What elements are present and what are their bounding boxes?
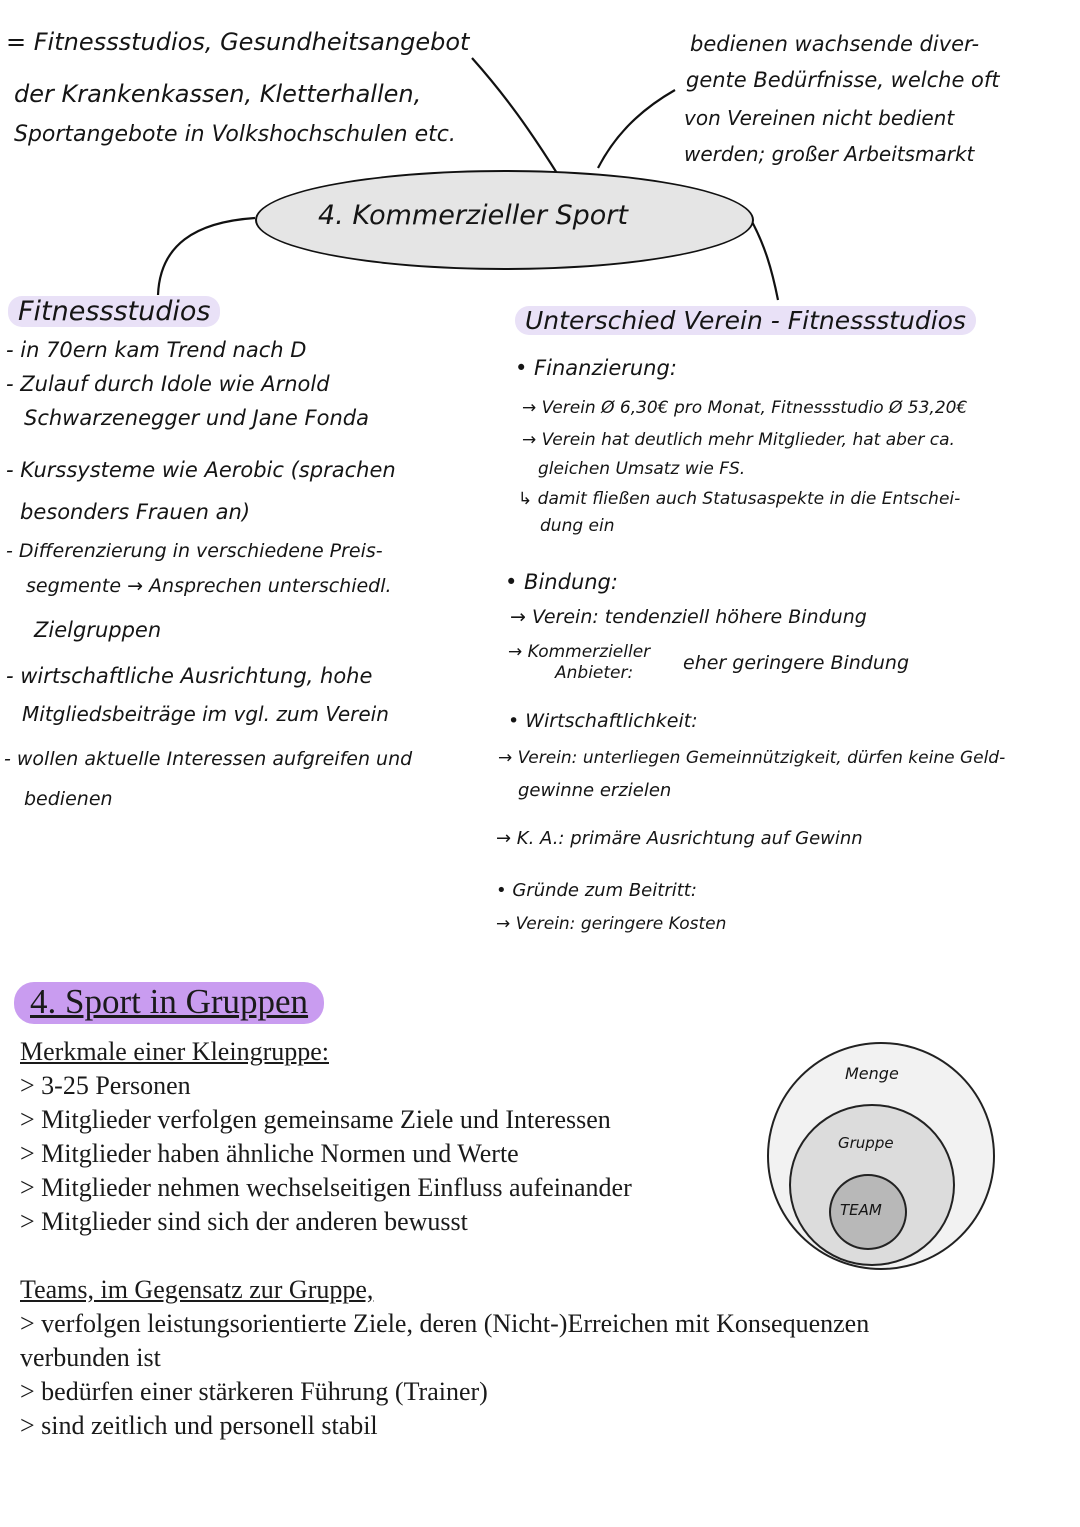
section-title: 4. Sport in Gruppen — [14, 982, 324, 1024]
wirt-line-2: gewinne erzielen — [518, 780, 672, 801]
teams-title: Teams, im Gegensatz zur Gruppe, — [20, 1275, 374, 1304]
diagram-label-gruppe: Gruppe — [838, 1134, 894, 1152]
fin-line-2: → Verein hat deutlich mehr Mitglieder, hat aber ca. — [522, 430, 955, 450]
top-left-line-3: Sportangebote in Volkshochschulen etc. — [14, 122, 456, 147]
top-right-line-3: von Vereinen nicht bedient — [684, 106, 955, 130]
top-right-line-1: bedienen wachsende diver- — [690, 32, 980, 56]
merkmal-item: > 3-25 Personen — [20, 1071, 191, 1100]
teams-item: > bedürfen einer stärkeren Führung (Trainer) — [20, 1377, 488, 1406]
gr-line-1: → Verein: geringere Kosten — [496, 914, 727, 934]
wirt-line-1: → Verein: unterliegen Gemeinnützigkeit, dürfen keine Geld- — [498, 748, 1006, 768]
fitness-line-7: segmente → Ansprechen unterschiedl. — [26, 575, 392, 597]
bind-line-2c: eher geringere Bindung — [683, 652, 910, 674]
gr-title: • Gründe zum Beitritt: — [496, 880, 697, 901]
bind-line-2b: Anbieter: — [555, 663, 634, 683]
fitness-line-1: - in 70ern kam Trend nach D — [6, 338, 307, 362]
fitness-line-5: besonders Frauen an) — [20, 500, 251, 524]
wirt-title: • Wirtschaftlichkeit: — [508, 710, 698, 732]
fitness-line-4: - Kurssysteme wie Aerobic (sprachen — [6, 458, 396, 482]
top-right-line-4: werden; großer Arbeitsmarkt — [684, 142, 975, 166]
fitness-line-2: - Zulauf durch Idole wie Arnold — [6, 372, 330, 396]
fitness-line-11: - wollen aktuelle Interessen aufgreifen und — [4, 748, 413, 770]
fin-title: • Finanzierung: — [515, 356, 677, 380]
fin-line-3: gleichen Umsatz wie FS. — [538, 459, 746, 479]
bind-line-2a: → Kommerzieller — [508, 642, 651, 662]
top-left-line-1: = Fitnessstudios, Gesundheitsangebot — [6, 28, 470, 56]
bind-line-1: → Verein: tendenziell höhere Bindung — [510, 606, 867, 628]
fitness-line-6: - Differenzierung in verschiedene Preis- — [6, 540, 383, 562]
wirt-line-3: → K. A.: primäre Ausrichtung auf Gewinn — [496, 828, 863, 849]
fitness-line-3: Schwarzenegger und Jane Fonda — [24, 406, 369, 430]
diagram-label-menge: Menge — [845, 1064, 899, 1083]
merkmal-item: > Mitglieder verfolgen gemeinsame Ziele und Interessen — [20, 1105, 611, 1134]
teams-item: > sind zeitlich und personell stabil — [20, 1411, 378, 1440]
diff-heading: Unterschied Verein - Fitnessstudios — [515, 306, 976, 335]
merkmal-item: > Mitglieder haben ähnliche Normen und Werte — [20, 1139, 519, 1168]
top-right-line-2: gente Bedürfnisse, welche oft — [686, 68, 1000, 92]
teams-item: > verfolgen leistungsorientierte Ziele, deren (Nicht-)Erreichen mit Konsequenzen — [20, 1309, 870, 1338]
fitness-line-9: - wirtschaftliche Ausrichtung, hohe — [6, 664, 373, 688]
fitness-line-8: Zielgruppen — [34, 618, 162, 642]
merkmale-title: Merkmale einer Kleingruppe: — [20, 1037, 329, 1066]
center-title: 4. Kommerzieller Sport — [318, 200, 628, 231]
fin-line-1: → Verein Ø 6,30€ pro Monat, Fitnessstudio Ø 53,20€ — [522, 398, 968, 418]
bind-title: • Bindung: — [505, 570, 618, 594]
diagram-label-team: TEAM — [840, 1201, 882, 1219]
fitness-line-12: bedienen — [24, 788, 113, 810]
top-left-line-2: der Krankenkassen, Kletterhallen, — [14, 80, 422, 108]
fitness-line-10: Mitgliedsbeiträge im vgl. zum Verein — [22, 702, 389, 726]
merkmal-item: > Mitglieder nehmen wechselseitigen Einfluss aufeinander — [20, 1173, 632, 1202]
fin-line-5: dung ein — [540, 516, 615, 536]
fitness-heading: Fitnessstudios — [8, 296, 220, 327]
merkmal-item: > Mitglieder sind sich der anderen bewusst — [20, 1207, 468, 1236]
teams-item: verbunden ist — [20, 1343, 161, 1372]
fin-line-4: ↳ damit fließen auch Statusaspekte in die Entschei- — [518, 489, 961, 509]
